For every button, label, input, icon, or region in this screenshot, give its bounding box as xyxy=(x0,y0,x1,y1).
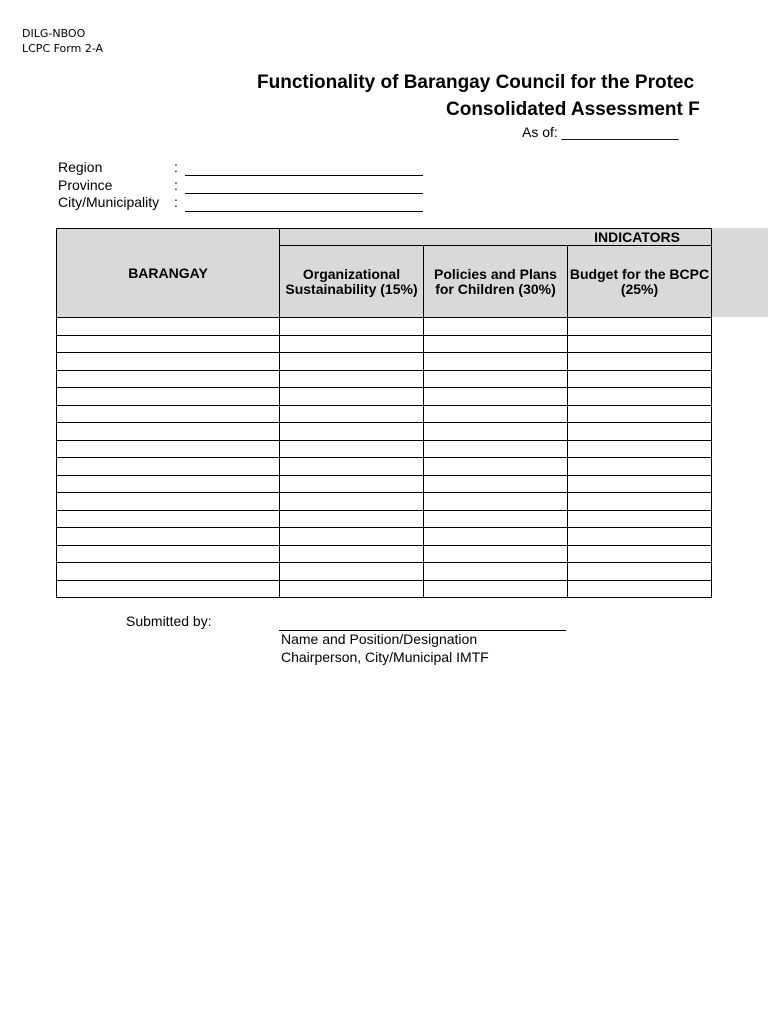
bcpc-budget-cell[interactable] xyxy=(568,318,712,336)
organizational-sustainability-cell[interactable] xyxy=(280,353,424,371)
barangay-cell[interactable] xyxy=(57,545,280,563)
column-header-bcpc-budget: Budget for the BCPC (25%) xyxy=(568,246,712,318)
policies-plans-cell[interactable] xyxy=(424,475,568,493)
barangay-cell[interactable] xyxy=(57,458,280,476)
bcpc-budget-cell[interactable] xyxy=(568,580,712,598)
policies-plans-cell[interactable] xyxy=(424,318,568,336)
organizational-sustainability-cell[interactable] xyxy=(280,545,424,563)
column-header-organizational-sustainability: Organizational Sustainability (15%) xyxy=(280,246,424,318)
region-label: Region xyxy=(58,159,103,175)
bcpc-budget-cell[interactable] xyxy=(568,335,712,353)
organizational-sustainability-cell[interactable] xyxy=(280,475,424,493)
table-row xyxy=(57,580,712,598)
as-of-field: As of: _______________ xyxy=(522,124,679,140)
barangay-cell[interactable] xyxy=(57,475,280,493)
region-colon: : xyxy=(174,159,178,175)
bcpc-budget-cell[interactable] xyxy=(568,423,712,441)
barangay-header: BARANGAY xyxy=(57,229,280,318)
table-row xyxy=(57,545,712,563)
policies-plans-cell[interactable] xyxy=(424,353,568,371)
bcpc-budget-cell[interactable] xyxy=(568,440,712,458)
policies-plans-cell[interactable] xyxy=(424,440,568,458)
bcpc-budget-cell[interactable] xyxy=(568,475,712,493)
organizational-sustainability-cell[interactable] xyxy=(280,423,424,441)
bcpc-budget-cell[interactable] xyxy=(568,493,712,511)
table-row xyxy=(57,440,712,458)
organizational-sustainability-cell[interactable] xyxy=(280,580,424,598)
table-row xyxy=(57,510,712,528)
policies-plans-cell[interactable] xyxy=(424,335,568,353)
organizational-sustainability-cell[interactable] xyxy=(280,318,424,336)
organizational-sustainability-cell[interactable] xyxy=(280,510,424,528)
barangay-cell[interactable] xyxy=(57,370,280,388)
table-row xyxy=(57,493,712,511)
policies-plans-cell[interactable] xyxy=(424,388,568,406)
region-field[interactable] xyxy=(185,175,423,176)
table-row xyxy=(57,370,712,388)
organizational-sustainability-cell[interactable] xyxy=(280,493,424,511)
policies-plans-cell[interactable] xyxy=(424,528,568,546)
city-field[interactable] xyxy=(185,211,423,212)
policies-plans-cell[interactable] xyxy=(424,458,568,476)
signatory-role: Chairperson, City/Municipal IMTF xyxy=(281,649,489,665)
barangay-cell[interactable] xyxy=(57,580,280,598)
table-row xyxy=(57,475,712,493)
policies-plans-cell[interactable] xyxy=(424,423,568,441)
policies-plans-cell[interactable] xyxy=(424,545,568,563)
policies-plans-cell[interactable] xyxy=(424,580,568,598)
table-row xyxy=(57,318,712,336)
table-row xyxy=(57,563,712,581)
city-label: City/Municipality xyxy=(58,194,160,210)
barangay-cell[interactable] xyxy=(57,440,280,458)
organizational-sustainability-cell[interactable] xyxy=(280,405,424,423)
bcpc-budget-cell[interactable] xyxy=(568,510,712,528)
barangay-cell[interactable] xyxy=(57,423,280,441)
barangay-cell[interactable] xyxy=(57,388,280,406)
policies-plans-cell[interactable] xyxy=(424,563,568,581)
barangay-cell[interactable] xyxy=(57,493,280,511)
page-title-line2: Consolidated Assessment F xyxy=(446,99,700,120)
organizational-sustainability-cell[interactable] xyxy=(280,563,424,581)
table-row xyxy=(57,458,712,476)
organizational-sustainability-cell[interactable] xyxy=(280,440,424,458)
bcpc-budget-cell[interactable] xyxy=(568,405,712,423)
bcpc-budget-cell[interactable] xyxy=(568,563,712,581)
bcpc-budget-cell[interactable] xyxy=(568,528,712,546)
submitted-by-label: Submitted by: xyxy=(126,613,212,629)
barangay-cell[interactable] xyxy=(57,353,280,371)
bcpc-budget-cell[interactable] xyxy=(568,353,712,371)
barangay-cell[interactable] xyxy=(57,528,280,546)
barangay-cell[interactable] xyxy=(57,563,280,581)
table-row xyxy=(57,405,712,423)
organizational-sustainability-cell[interactable] xyxy=(280,335,424,353)
policies-plans-cell[interactable] xyxy=(424,405,568,423)
barangay-cell[interactable] xyxy=(57,405,280,423)
table-row xyxy=(57,353,712,371)
province-label: Province xyxy=(58,177,113,193)
barangay-cell[interactable] xyxy=(57,318,280,336)
form-number: LCPC Form 2-A xyxy=(22,42,104,55)
province-field[interactable] xyxy=(185,193,423,194)
table-row xyxy=(57,528,712,546)
indicators-header: INDICATORS xyxy=(280,229,712,246)
bcpc-budget-cell[interactable] xyxy=(568,458,712,476)
signatory-name: Name and Position/Designation xyxy=(281,631,478,647)
city-colon: : xyxy=(174,194,178,210)
table-row xyxy=(57,335,712,353)
bcpc-budget-cell[interactable] xyxy=(568,388,712,406)
organizational-sustainability-cell[interactable] xyxy=(280,370,424,388)
organizational-sustainability-cell[interactable] xyxy=(280,528,424,546)
policies-plans-cell[interactable] xyxy=(424,370,568,388)
table-row xyxy=(57,423,712,441)
organizational-sustainability-cell[interactable] xyxy=(280,388,424,406)
bcpc-budget-cell[interactable] xyxy=(568,370,712,388)
page-title-line1: Functionality of Barangay Council for the Protec xyxy=(257,72,695,93)
assessment-table xyxy=(56,228,712,598)
bcpc-budget-cell[interactable] xyxy=(568,545,712,563)
barangay-cell[interactable] xyxy=(57,335,280,353)
office-code: DILG-NBOO xyxy=(22,27,86,40)
policies-plans-cell[interactable] xyxy=(424,493,568,511)
organizational-sustainability-cell[interactable] xyxy=(280,458,424,476)
indicators-header-extension xyxy=(711,228,768,317)
barangay-cell[interactable] xyxy=(57,510,280,528)
policies-plans-cell[interactable] xyxy=(424,510,568,528)
column-header-policies-plans: Policies and Plans for Children (30%) xyxy=(424,246,568,318)
province-colon: : xyxy=(174,177,178,193)
table-row xyxy=(57,388,712,406)
